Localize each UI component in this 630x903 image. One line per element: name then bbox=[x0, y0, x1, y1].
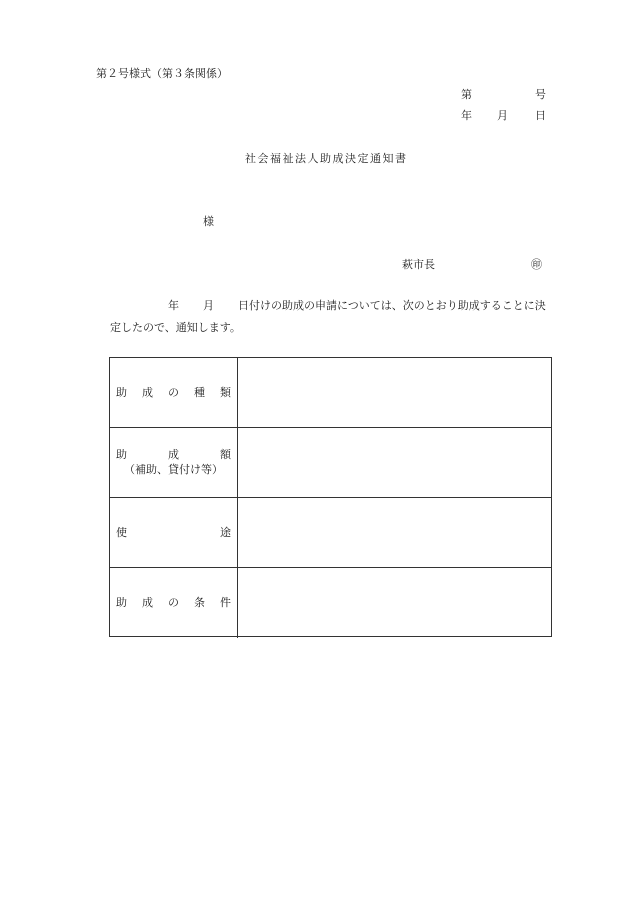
table-row-amount bbox=[110, 428, 551, 498]
date-month-label: 月 bbox=[497, 109, 508, 122]
table-row-conditions bbox=[110, 568, 551, 638]
body-text-line-2: 定したので、通知します。 bbox=[110, 321, 241, 334]
table-value-cell[interactable] bbox=[238, 358, 551, 427]
table-label-cell bbox=[110, 568, 238, 638]
body-text-line-1: 日付けの助成の申請については、次のとおり助成することに決 bbox=[238, 299, 546, 312]
issuer-name: 萩市長 bbox=[402, 258, 435, 271]
label-conditions: 助 成 の 条 件 bbox=[116, 596, 231, 609]
table-value-cell[interactable] bbox=[238, 568, 551, 638]
label-amount-sub: （補助、貸付け等） bbox=[124, 463, 223, 476]
table-label-cell bbox=[110, 358, 238, 427]
table-value-cell[interactable] bbox=[238, 498, 551, 567]
table-value-cell[interactable] bbox=[238, 428, 551, 497]
seal-icon: ㊞ bbox=[531, 258, 542, 271]
addressee-suffix: 様 bbox=[203, 215, 214, 228]
date-year-label: 年 bbox=[461, 109, 472, 122]
date-day-label: 日 bbox=[535, 109, 546, 122]
label-type: 助 成 の 種 類 bbox=[116, 386, 231, 399]
document-number-suffix: 号 bbox=[535, 88, 546, 101]
body-year-label: 年 bbox=[168, 299, 179, 312]
document-title: 社会福祉法人助成決定通知書 bbox=[245, 152, 408, 165]
detail-table bbox=[109, 357, 552, 637]
body-month-label: 月 bbox=[203, 299, 214, 312]
label-amount: 助 成 額 bbox=[116, 448, 231, 461]
table-row-type bbox=[110, 358, 551, 428]
table-label-cell bbox=[110, 428, 238, 497]
table-row-usage bbox=[110, 498, 551, 568]
table-label-cell bbox=[110, 498, 238, 567]
label-usage: 使 途 bbox=[116, 526, 231, 539]
form-reference: 第２号様式（第３条関係） bbox=[96, 67, 228, 80]
document-number-prefix: 第 bbox=[461, 88, 472, 101]
